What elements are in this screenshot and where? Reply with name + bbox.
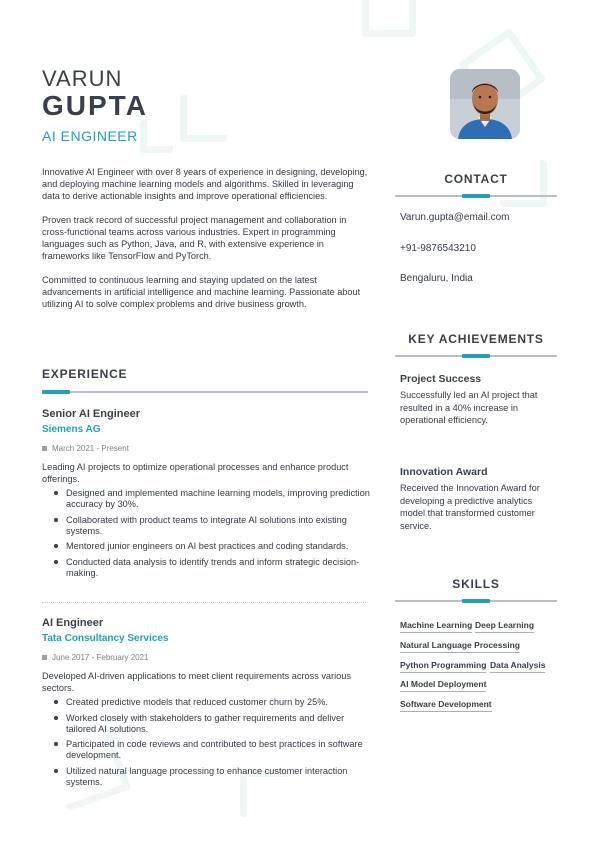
skill-tag: Software Development xyxy=(400,699,492,712)
job-description: Leading AI projects to optimize operational processes and enhance product offerings. xyxy=(42,462,349,484)
job-entry xyxy=(42,617,372,792)
background-decoration xyxy=(180,95,227,142)
date-range: June 2017 - February 2021 xyxy=(52,653,149,662)
summary-paragraph: Innovative AI Engineer with over 8 years of experience in designing, developing, and deploying machine learning models and algorithms. Skilled in leveraging data to derive actionable insights and improve operational efficiencies. xyxy=(42,167,368,201)
achievements-heading: KEY ACHIEVEMENTS xyxy=(408,332,544,346)
company-name: Siemens AG xyxy=(42,424,101,435)
job-bullets xyxy=(42,697,372,788)
achievement-title: Project Success xyxy=(400,373,482,385)
achievements-divider xyxy=(395,355,557,357)
job-role: AI ENGINEER xyxy=(42,128,138,144)
contact-heading: CONTACT xyxy=(444,172,508,186)
job-dates xyxy=(42,653,372,662)
skill-tag: AI Model Deployment xyxy=(400,679,486,692)
achievement-item xyxy=(400,373,550,427)
summary-paragraph: Proven track record of successful project management and collaboration in cross-functional teams across various industries. Expert in programming languages such as Python, Java, and R, with extensive experience in frameworks like TensorFlow and PyTorch. xyxy=(42,215,347,261)
date-range: March 2021 - Present xyxy=(52,444,129,453)
list-item: Created predictive models that reduced customer churn by 25%. xyxy=(42,697,372,708)
skills-divider xyxy=(395,600,557,602)
experience-divider xyxy=(42,391,368,393)
last-name: GUPTA xyxy=(42,90,148,121)
achievement-description: Successfully led an AI project that resulted in a 40% increase in operational efficiency. xyxy=(400,390,538,425)
achievement-title: Innovation Award xyxy=(400,466,488,478)
profile-summary xyxy=(42,166,372,322)
list-item: Conducted data analysis to identify trends and inform strategic decision-making. xyxy=(42,557,372,579)
list-item: Designed and implemented machine learning models, improving prediction accuracy by 30%. xyxy=(42,488,372,510)
company-name: Tata Consultancy Services xyxy=(42,633,169,644)
list-item: Participated in code reviews and contributed to best practices in software development. xyxy=(42,739,372,761)
job-title: AI Engineer xyxy=(42,617,104,629)
job-title: Senior AI Engineer xyxy=(42,408,141,420)
phone-text[interactable]: +91-9876543210 xyxy=(400,243,476,254)
profile-photo xyxy=(450,69,520,139)
job-entry xyxy=(42,408,372,583)
location-text: Bengaluru, India xyxy=(400,273,473,284)
job-dates xyxy=(42,444,372,453)
list-item: Worked closely with stakeholders to gather requirements and deliver tailored AI solutions. xyxy=(42,713,372,735)
list-item: Collaborated with product teams to integrate AI solutions into existing systems. xyxy=(42,515,372,537)
job-description: Developed AI-driven applications to meet client requirements across various sectors. xyxy=(42,671,351,693)
job-bullets xyxy=(42,488,372,579)
background-decoration xyxy=(362,0,416,37)
achievement-description: Received the Innovation Award for developing a predictive analytics model that transformed customer service. xyxy=(400,483,540,531)
job-separator xyxy=(42,602,366,603)
email-text[interactable]: Varun.gupta@email.com xyxy=(400,212,510,223)
background-decoration xyxy=(140,120,173,153)
skill-tag: Machine Learning xyxy=(400,620,472,633)
contact-divider xyxy=(395,195,557,197)
list-item: Mentored junior engineers on AI best practices and coding standards. xyxy=(42,541,372,552)
list-item: Utilized natural language processing to enhance customer interaction systems. xyxy=(42,766,372,788)
achievement-item xyxy=(400,466,550,532)
skills-heading: SKILLS xyxy=(452,577,500,591)
experience-heading: EXPERIENCE xyxy=(42,367,128,381)
calendar-icon xyxy=(42,446,47,451)
skill-tag: Deep Learning xyxy=(475,620,534,633)
skill-tag: Python Programming xyxy=(400,660,486,673)
calendar-icon xyxy=(42,655,47,660)
skill-tag: Data Analysis xyxy=(490,660,545,673)
summary-paragraph: Committed to continuous learning and staying updated on the latest advancements in artificial intelligence and machine learning. Passionate about utilizing AI to solve complex problems and drive business growth. xyxy=(42,275,361,309)
skill-tag: Natural Language Processing xyxy=(400,640,520,653)
first-name: VARUN xyxy=(42,66,123,91)
